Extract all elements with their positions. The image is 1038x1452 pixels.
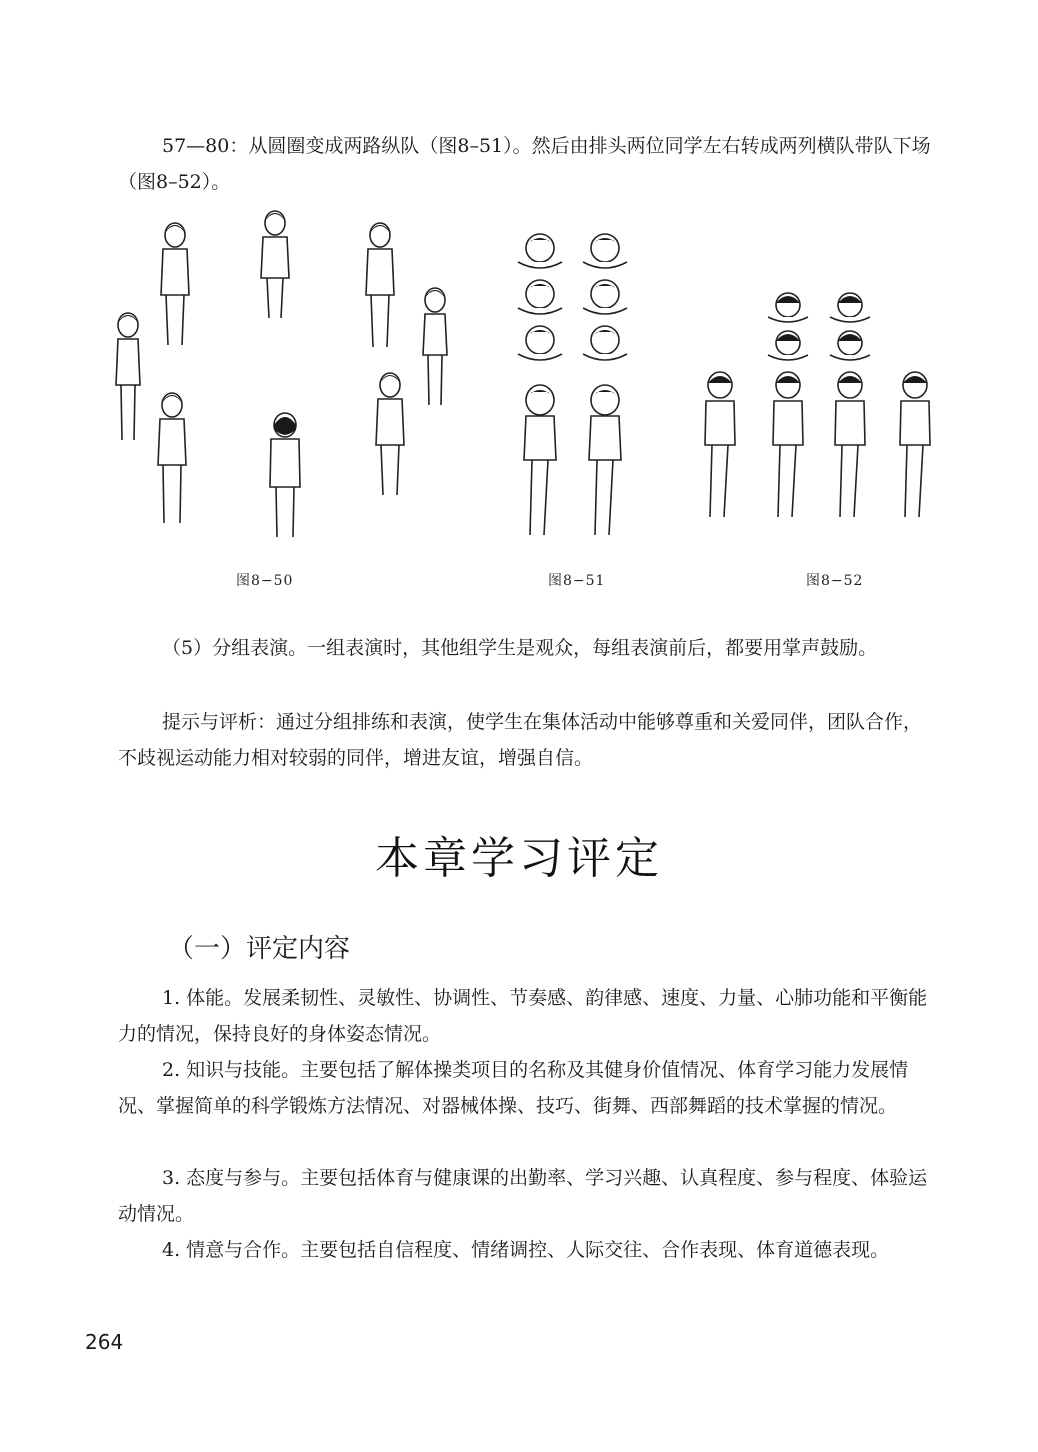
column-right	[583, 234, 627, 535]
girl-figure	[158, 393, 186, 523]
assessment-subtitle: （一）评定内容	[168, 934, 351, 964]
assessment-item: 3. 态度与参与。主要包括体育与健康课的出勤率、学习兴趣、认真程度、参与程度、体验运动情况。	[118, 1167, 928, 1225]
assessment-item: 4. 情意与合作。主要包括自信程度、情绪调控、人际交往、合作表现、体育道德表现。	[162, 1239, 890, 1261]
figure-8-50-illustration	[100, 205, 470, 555]
girl-figure	[261, 211, 289, 318]
figure-caption: 图8−50	[236, 573, 294, 589]
girl-figure	[161, 223, 189, 345]
figure-8-51-illustration	[490, 230, 660, 550]
assessment-item: 2. 知识与技能。主要包括了解体操类项目的名称及其健身价值情况、体育学习能力发展情况、掌握简单的科学锻炼方法情况、对器械体操、技巧、街舞、西部舞蹈的技术掌握的情况。	[118, 1059, 909, 1117]
paragraph-formation: 57—80：从圆圈变成两路纵队（图8–51）。然后由排头两位同学左右转成两列横队带队下场（图8–52）。	[118, 135, 931, 193]
chapter-assessment-title: 本章学习评定	[375, 833, 663, 884]
paragraph-group-performance: （5）分组表演。一组表演时，其他组学生是观众，每组表演前后，都要用掌声鼓励。	[162, 637, 878, 659]
girl-figure	[366, 223, 394, 347]
girl-figure	[423, 288, 447, 405]
assessment-item: 1. 体能。发展柔韧性、灵敏性、协调性、节奏感、韵律感、速度、力量、心肺功能和平衡能力的情况，保持良好的身体姿态情况。	[118, 987, 928, 1045]
girl-figure	[376, 373, 404, 495]
figure-caption: 图8−52	[806, 573, 864, 589]
page-number: 264	[85, 1330, 124, 1354]
girl-figure	[116, 313, 140, 440]
paragraph-tips: 提示与评析：通过分组排练和表演，使学生在集体活动中能够尊重和关爱同伴，团队合作，不歧视运动能力相对较弱的同伴，增进友谊，增强自信。	[118, 711, 923, 769]
column-left	[518, 234, 562, 535]
girl-figure	[270, 413, 300, 537]
figure-caption: 图8−51	[548, 573, 606, 589]
figure-8-52-illustration	[690, 285, 950, 530]
